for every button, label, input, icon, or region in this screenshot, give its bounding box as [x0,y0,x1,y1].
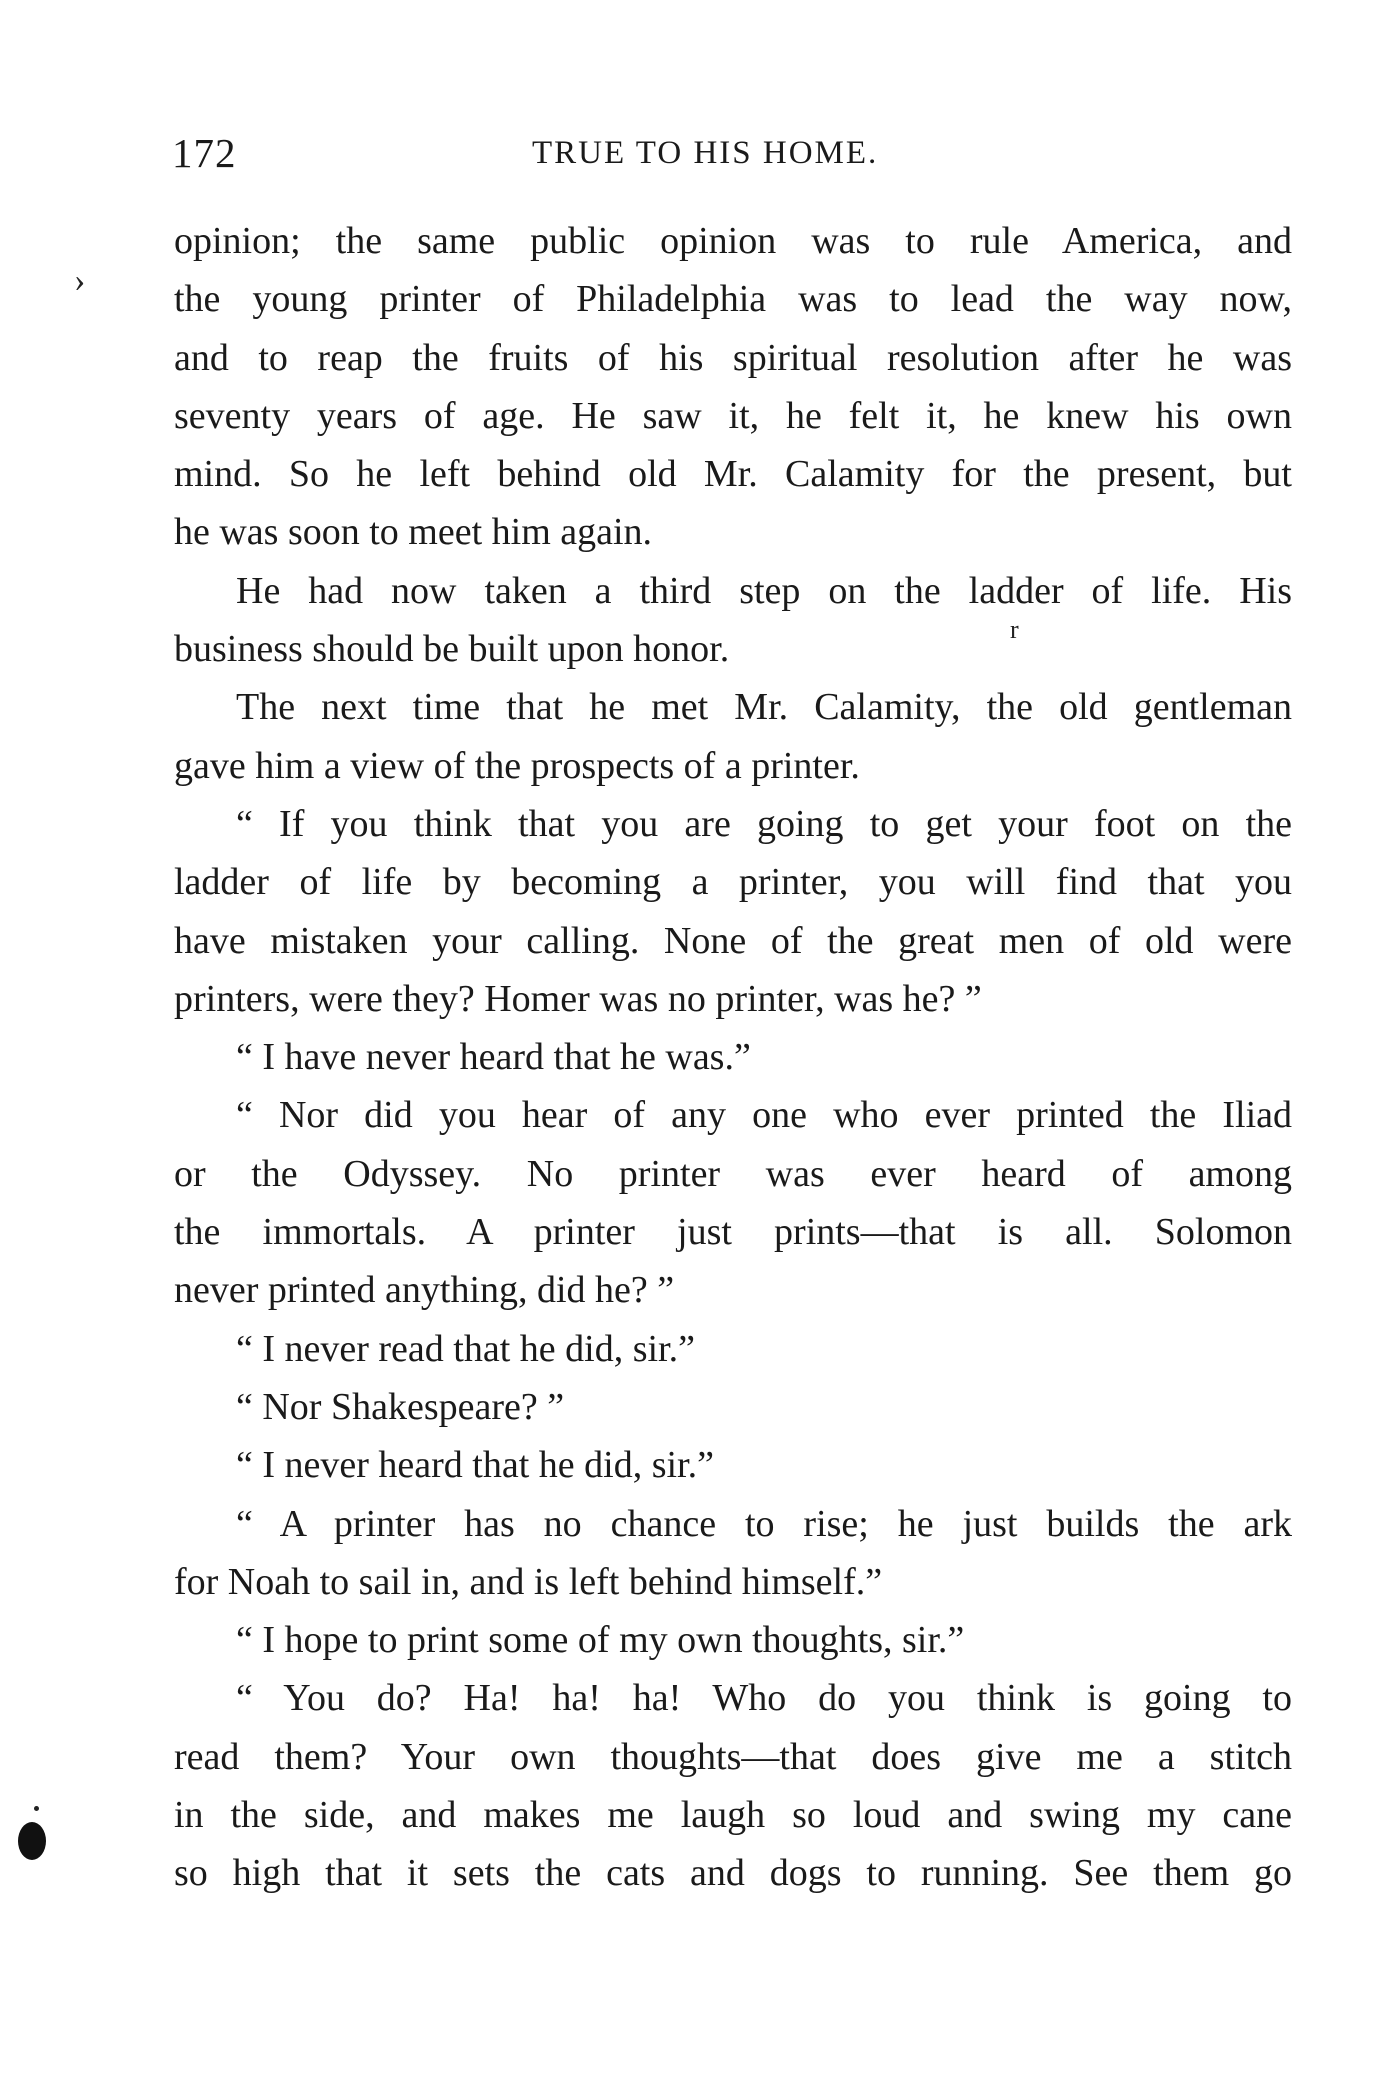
text-line: or the Odyssey. No printer was ever heard of among [174,1152,1292,1195]
text-line: he was soon to meet him again. [174,511,653,554]
ink-blot [18,1822,46,1860]
running-head [172,128,1292,178]
margin-arrow-mark: › [74,262,86,299]
text-line: gave him a view of the prospects of a printer. [174,744,860,787]
text-line: mind. So he left behind old Mr. Calamity for the present, but [174,453,1292,496]
text-line: ladder of life by becoming a printer, you will find that you [174,861,1292,904]
text-line: business should be built upon honor. [174,628,730,671]
page-number: 172 [172,130,237,176]
text-line: He had now taken a third step on the ladder of life. His [236,569,1292,612]
text-line: “ I hope to print some of my own thoughts, sir.” [236,1619,965,1662]
text-line: “ I never heard that he did, sir.” [236,1444,714,1487]
text-line: “ A printer has no chance to rise; he just builds the ark [236,1502,1292,1545]
text-line: opinion; the same public opinion was to rule America, and [174,220,1292,262]
body-text [174,212,1292,1903]
text-line: read them? Your own thoughts—that does give me a stitch [174,1735,1292,1778]
text-line: the immortals. A printer just prints—that is all. Solomon [174,1211,1292,1254]
text-line: seventy years of age. He saw it, he felt it, he knew his own [174,394,1292,437]
running-title: TRUE TO HIS HOME. [532,135,879,171]
text-line: “ I have never heard that he was.” [236,1036,751,1079]
text-line: for Noah to sail in, and is left behind himself.” [174,1560,883,1603]
text-line: “ Nor did you hear of any one who ever printed the Iliad [236,1094,1292,1137]
text-line: printers, were they? Homer was no printer, was he? ” [174,977,982,1020]
text-line: the young printer of Philadelphia was to lead the way now, [174,278,1292,321]
stray-ink-mark: r [1010,615,1019,644]
text-line: never printed anything, did he? ” [174,1269,675,1312]
text-line: in the side, and makes me laugh so loud and swing my cane [174,1794,1292,1837]
text-line: The next time that he met Mr. Calamity, the old gentleman [236,686,1292,729]
text-line: “ Nor Shakespeare? ” [236,1385,565,1428]
text-line: “ If you think that you are going to get your foot on the [236,802,1292,845]
text-line: and to reap the fruits of his spiritual resolution after he was [174,336,1292,379]
text-line: “ You do? Ha! ha! ha! Who do you think is going to [236,1677,1292,1720]
ink-speck [34,1806,39,1811]
text-line: so high that it sets the cats and dogs to running. See them go [174,1852,1292,1895]
text-line: “ I never read that he did, sir.” [236,1327,695,1370]
text-line: have mistaken your calling. None of the great men of old were [174,919,1292,962]
